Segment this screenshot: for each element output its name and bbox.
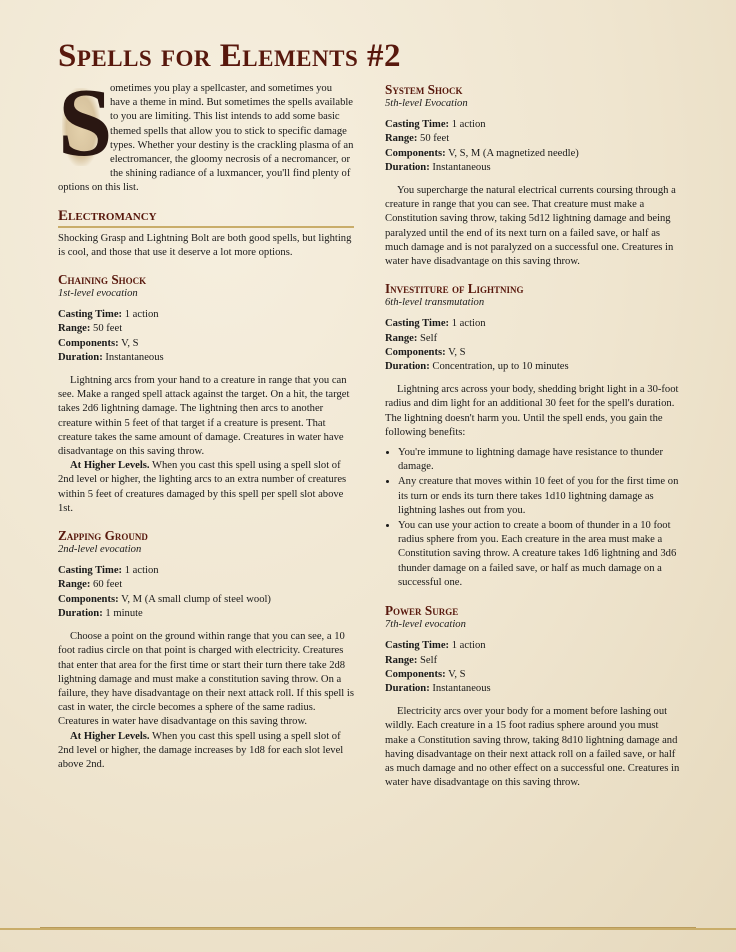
spell-school: 1st-level evocation [58,288,138,300]
range-value: 50 feet [93,323,123,335]
casting-time-label: Casting Time: [385,318,450,330]
casting-time-value: 1 action [451,119,486,131]
casting-time-value: 1 action [124,309,159,321]
duration-value: Instantaneous [432,161,491,173]
spell-school: 5th-level Evocation [385,98,468,109]
duration-value: Instantaneous [105,351,164,363]
spell-investiture-of-lightning [385,281,681,590]
list-item: • You're immune to lightning damage have resistance to thunder damage. [398,446,681,474]
components-value: V, S, M (A magnetized needle) [448,147,579,159]
spell-zapping-ground [58,528,354,772]
spell-system-shock [385,82,681,269]
range-value: Self [420,332,438,344]
components-value: V, S [448,668,466,680]
spell-name: Zapping Ground [58,528,148,544]
duration-value: 1 minute [105,607,143,619]
footer-ornament [40,927,696,948]
benefits-list [385,446,681,590]
spell-description: Lightning arcs across your body, shedding bright light in a 30-foot radius and dim light for an additional 30 feet for the spell's duration. The lightning doesn't harm you. Until the spell ends, you gain the following benefits: [385,384,679,438]
spell-description: Choose a point on the ground within range that you can see, a 10 foot radius circle on that point is charged with electricity. Creatures that enter that area for the first time or start their turn there take 2d8 lightning damage and must make a constitution saving throw. On a failure, they have disadvantage on their next attack roll. If this spell is cast in water, the circle becomes a sphere of the same radius. Creatures in water have disadvantage on this saving throw. [58,631,354,728]
components-label: Components: [58,593,119,605]
section-heading: Electromancy [58,208,354,228]
range-label: Range: [58,323,91,335]
spell-name: Investiture of Lightning [385,281,524,297]
spell-description: You supercharge the natural electrical currents coursing through a creature in range that you can see. That creature must make a Constitution saving throw, taking 5d12 lightning damage and being paralyzed until the end of its next turn on a failed save, or half as much damage and is not paralyzed on a successful one. Creatures in water have disadvantage on this saving throw. [385,185,676,268]
page-title: Spells for Elements #2 [58,38,401,74]
casting-time-label: Casting Time: [385,640,450,652]
casting-time-value: 1 action [451,318,486,330]
duration-label: Duration: [385,361,430,373]
components-value: V, S [121,337,139,349]
spell-school: 2nd-level evocation [58,544,142,556]
list-item: • You can use your action to create a boom of thunder in a 10 foot radius sphere from you. Each creature in the area must make a Constitution saving throw. A creature takes 1d6 lightning and 3d6 thunder damage on a failed save, or half as much damage on a successful one. [398,519,681,590]
duration-label: Duration: [58,351,103,363]
range-label: Range: [385,654,418,666]
spell-name: Power Surge [385,603,459,619]
casting-time-value: 1 action [451,640,486,652]
spell-name: System Shock [385,82,463,97]
range-label: Range: [58,579,91,591]
range-value: Self [420,654,438,666]
range-value: 60 feet [93,579,123,591]
at-higher-text: When you cast this spell using a spell slot of 2nd level or higher, the damage increases by 1d8 for each slot level above 2nd. [58,730,344,770]
casting-time-label: Casting Time: [385,119,450,131]
at-higher-label: At Higher Levels. [70,460,150,472]
at-higher-text: When you cast this spell using a spell slot of 2nd level or higher, the lighting arcs to an extra number of creatures within 5 feet of creatures damaged by this spell per spell slot above 1st. [58,460,347,514]
range-label: Range: [385,332,418,344]
casting-time-label: Casting Time: [58,565,123,577]
duration-label: Duration: [58,607,103,619]
duration-value: Concentration, up to 10 minutes [432,361,569,373]
duration-label: Duration: [385,682,430,694]
spell-school: 6th-level transmutation [385,297,485,309]
casting-time-value: 1 action [124,565,159,577]
list-item: • Any creature that moves within 10 feet of you for the first time on its turn or ends its turn there takes 1d10 lightning damage as lightning lashes out from you. [398,475,681,518]
spell-description: Lightning arcs from your hand to a creature in range that you can see. Make a ranged spell attack against the target. On a hit, the target takes 2d6 lightning damage. The lightning then arcs to another creature within 5 feet of that target if a creature is present. That creature takes the same amount of damage. Creatures in water have disadvantage on this saving throw. [58,375,350,458]
components-label: Components: [385,668,446,680]
components-value: V, M (A small clump of steel wool) [121,593,271,605]
range-label: Range: [385,133,418,145]
section-text: Shocking Grasp and Lightning Bolt are both good spells, but lighting is cool, and those that use it deserve a lot more options. [58,232,352,258]
spell-chaining-shock [58,272,354,516]
at-higher-label: At Higher Levels. [70,730,150,742]
components-label: Components: [385,147,446,159]
intro-paragraph [58,69,354,196]
range-value: 50 feet [420,133,450,145]
components-value: V, S [448,346,466,358]
right-column [385,82,681,790]
spell-description: Electricity arcs over your body for a moment before lashing out wildly. Each creature in a 15 foot radius sphere around you must make a Constitution saving throw, taking 8d10 lightning damage and having disadvantage on their next attack roll on a failed save, or half as much damage and no other effect on a successful one. Creatures in water have disadvantage on this saving throw. [385,706,680,789]
drop-cap: S [58,69,113,177]
left-column [58,69,354,772]
spell-school: 7th-level evocation [385,619,466,631]
casting-time-label: Casting Time: [58,309,123,321]
duration-value: Instantaneous [432,682,491,694]
components-label: Components: [58,337,119,349]
intro-text: ometimes you play a spellcaster, and sometimes you have a theme in mind. But sometimes the spells available to you are limiting. This list intends to add some basic themed spells that allow you to stick to specific damage types. Whether your destiny is the crackling plasma of an electromancer, the gloomy necrosis of a necromancer, or the shining radiance of a luxmancer, you'll find plenty of options on this list. [58,83,354,194]
spell-name: Chaining Shock [58,272,147,288]
duration-label: Duration: [385,161,430,173]
spell-power-surge [385,603,681,790]
components-label: Components: [385,346,446,358]
